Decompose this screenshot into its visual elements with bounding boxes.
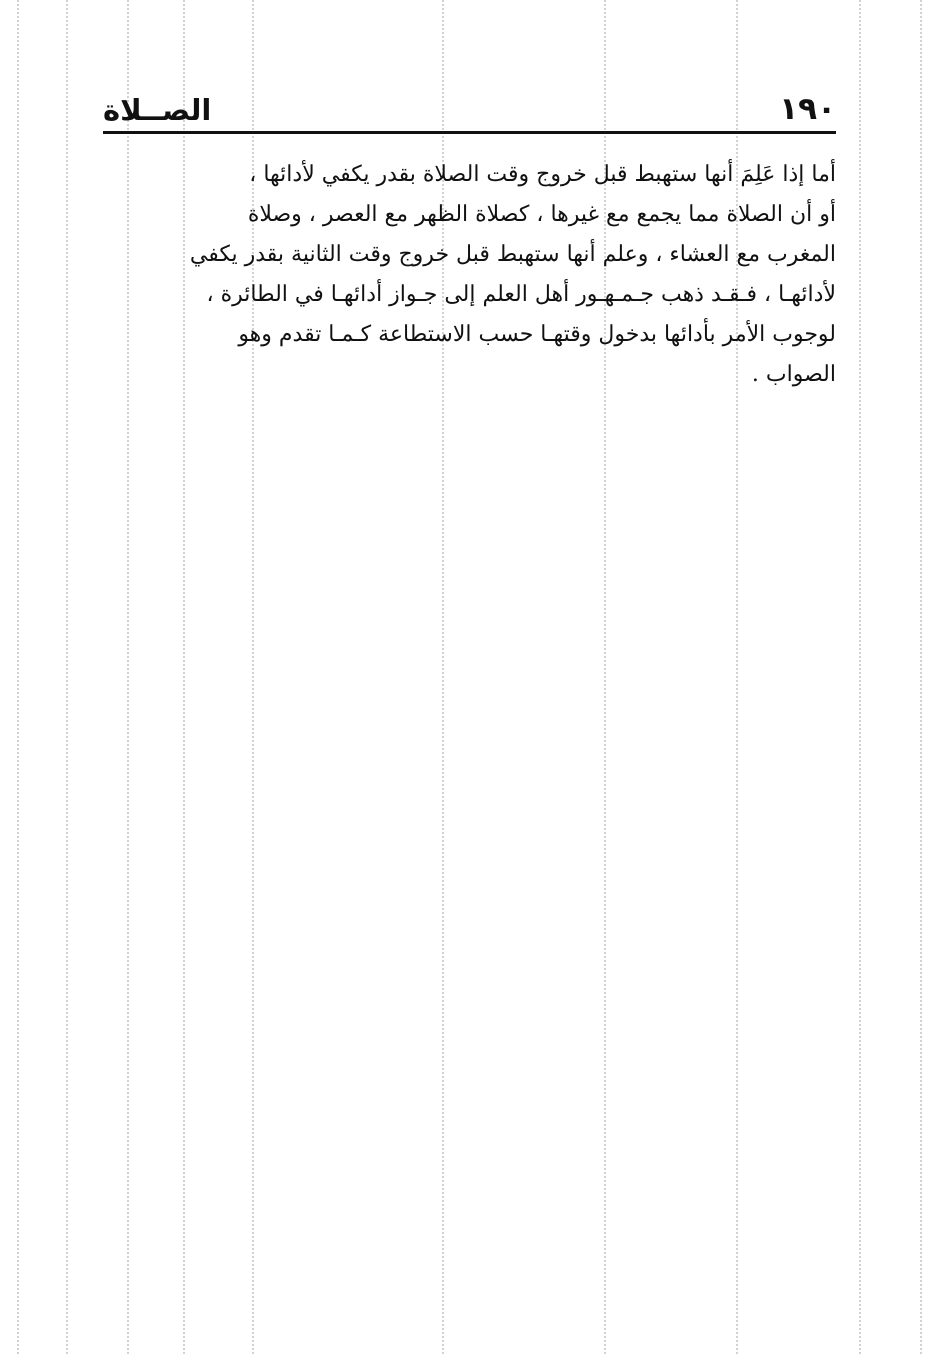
page-number: ١٩٠ (779, 91, 836, 127)
running-header (103, 92, 836, 134)
text-line: لأدائهـا ، فـقـد ذهب جـمـهـور أهل العلم إلى جـواز أدائهـا في الطائرة ، (206, 282, 836, 307)
body-paragraph (103, 155, 836, 395)
text-line: لوجوب الأمر بأدائها بدخول وقتهـا حسب الاستطاعة كـمـا تقدم وهو (238, 322, 836, 347)
text-line: أما إذا عَلِمَ أنها ستهبط قبل خروج وقت الصلاة بقدر يكفي لأدائها ، (249, 162, 836, 187)
text-line: الصواب . (751, 362, 836, 387)
chapter-title: الصــلاة (103, 93, 212, 127)
text-line: أو أن الصلاة مما يجمع مع غيرها ، كصلاة الظهر مع العصر ، وصلاة (247, 202, 836, 227)
text-line: المغرب مع العشاء ، وعلم أنها ستهبط قبل خروج وقت الثانية بقدر يكفي (189, 242, 836, 267)
